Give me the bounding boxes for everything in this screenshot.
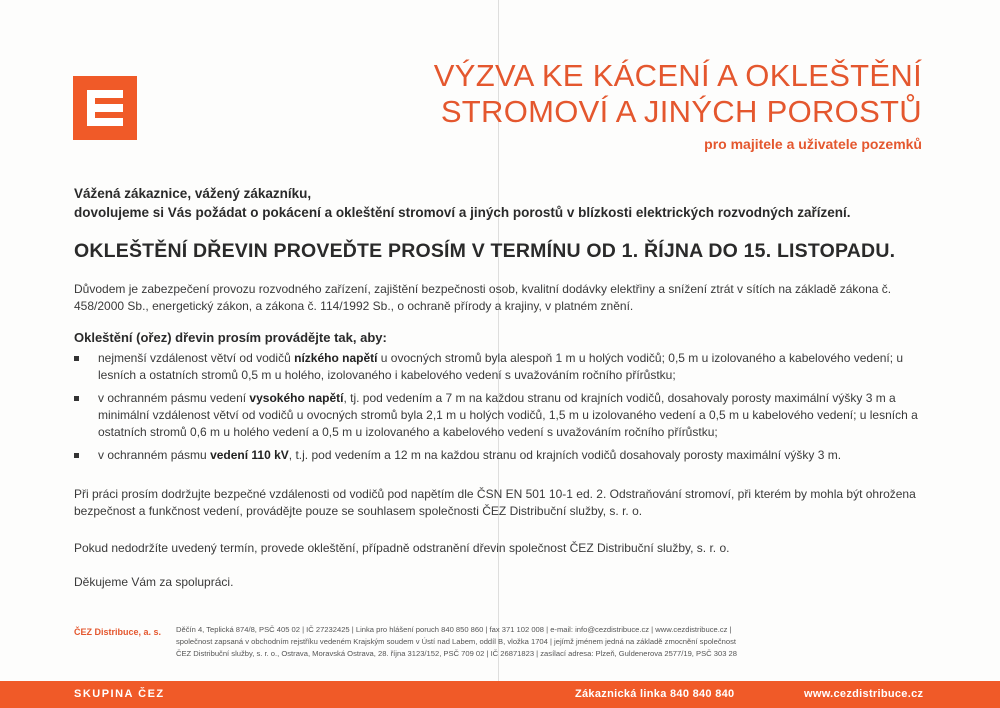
list-item bbox=[74, 447, 934, 464]
footer-info-line: ČEZ Distribuční služby, s. r. o., Ostrava, Moravská Ostrava, 28. října 3123/152, PSČ 709 02 | IČ 26871823 | zasílací adresa: Plzeň, Guldenerova 2577/19, PSČ 303 28 bbox=[176, 649, 737, 658]
list-item-text: nejmenší vzdálenost větví od vodičů bbox=[98, 351, 295, 365]
greeting-salutation: Vážená zákaznice, vážený zákazníku, bbox=[74, 186, 312, 201]
deadline-note-paragraph: Pokud nedodržíte uvedený termín, provede okleštění, případně odstranění dřevin společnost ČEZ Distribuční služby, s. r. o. bbox=[74, 541, 730, 555]
list-item-emphasis: vysokého napětí bbox=[249, 391, 344, 405]
list-item-emphasis: nízkého napětí bbox=[294, 351, 378, 365]
footer-company-info bbox=[176, 624, 936, 660]
square-bullet-icon bbox=[74, 453, 79, 458]
list-item-text: , tj. pod vedením a 7 m na každou stranu od krajních vodičů, dosahovaly porosty maximální výšky 3 m a minimální vzdálenost větví od vodičů u ovocných stromů byla 2,1 m u holých vodičů, 1,5 m u izolovaného vedení a 0,5 m u kabelového vedení; u lesních a ostatních stromů 0,6 m u holého vedení a 0,5 m u izolovaného a kabelového vedení s uvažováním ročního přírůstku; bbox=[98, 391, 918, 439]
square-bullet-icon bbox=[74, 356, 79, 361]
title-line-2: STROMOVÍ A JINÝCH POROSTŮ bbox=[440, 94, 922, 129]
list-item-text: u ovocných stromů byla alespoň 1 m u holých vodičů; 0,5 m u izolovaného a kabelového vedení; u lesních a ostatních stromů 0,5 m u holého, izolovaného i kabelového vedení s uvažováním ročního přírůstku; bbox=[98, 351, 904, 382]
group-label: SKUPINA ČEZ bbox=[74, 688, 165, 700]
requirements-list bbox=[74, 350, 934, 470]
list-item-emphasis: vedení 110 kV bbox=[210, 448, 289, 462]
greeting-request: dovolujeme si Vás požádat o pokácení a okleštění stromoví a jiných porostů v blízkosti elektrických rozvodných zařízení. bbox=[74, 205, 851, 220]
list-item bbox=[74, 350, 934, 384]
list-item-text: v ochranném pásmu vedení bbox=[98, 391, 250, 405]
safety-paragraph: Při práci prosím dodržujte bezpečné vzdálenosti od vodičů pod napětím dle ČSN EN 501 10-1 ed. 2. Odstraňování stromoví, při kterém by mohla být ohrožena bezpečnost a funkčnost vedení, provádějte pouze se souhlasem společnosti ČEZ Distribuční služby, s. r. o. bbox=[74, 487, 916, 518]
document-title bbox=[434, 58, 922, 130]
title-line-1: VÝZVA KE KÁCENÍ A OKLEŠTĚNÍ bbox=[433, 58, 922, 93]
bottom-bar bbox=[0, 681, 1000, 708]
list-intro: Okleštění (ořez) dřevin prosím provádějte tak, aby: bbox=[74, 330, 387, 345]
list-item bbox=[74, 390, 934, 441]
square-bullet-icon bbox=[74, 396, 79, 401]
footer-company-name: ČEZ Distribuce, a. s. bbox=[74, 627, 162, 637]
greeting bbox=[74, 184, 934, 222]
deadline-headline: OKLEŠTĚNÍ DŘEVIN PROVEĎTE PROSÍM V TERMÍNU OD 1. ŘÍJNA DO 15. LISTOPADU. bbox=[74, 240, 896, 262]
website-link[interactable]: www.cezdistribuce.cz bbox=[804, 688, 924, 700]
reason-paragraph: Důvodem je zabezpečení provozu rozvodného zařízení, zajištění bezpečnosti osob, kvalitní dodávky elektřiny a snížení ztrát v sítích na základě zákona č. 458/2000 Sb., energetický zákon, a zákona č. 114/1992 Sb., o ochraně přírody a krajiny, v platném znění. bbox=[74, 282, 892, 313]
list-item-text: , t.j. pod vedením a 12 m na každou stranu od krajních vodičů dosahovaly porosty maximální výšky 3 m. bbox=[288, 448, 842, 462]
customer-hotline: Zákaznická linka 840 840 840 bbox=[575, 688, 735, 700]
list-item-text: v ochranném pásmu bbox=[98, 448, 211, 462]
thanks-paragraph: Děkujeme Vám za spolupráci. bbox=[74, 575, 234, 589]
cez-logo-icon bbox=[73, 76, 137, 140]
footer-info-line: Děčín 4, Teplická 874/8, PSČ 405 02 | IČ 27232425 | Linka pro hlášení poruch 840 850 860 | fax 371 102 008 | e-mail: info@cezdistribuce.cz | www.cezdistribuce.cz | bbox=[176, 625, 732, 634]
document-subtitle: pro majitele a uživatele pozemků bbox=[704, 136, 922, 152]
footer-info-line: společnost zapsaná v obchodním rejstříku vedeném Krajským soudem v Ústí nad Labem, oddíl B, vložka 1704 | jejímž jménem jedná na základě zmocnění společnost bbox=[176, 637, 736, 646]
